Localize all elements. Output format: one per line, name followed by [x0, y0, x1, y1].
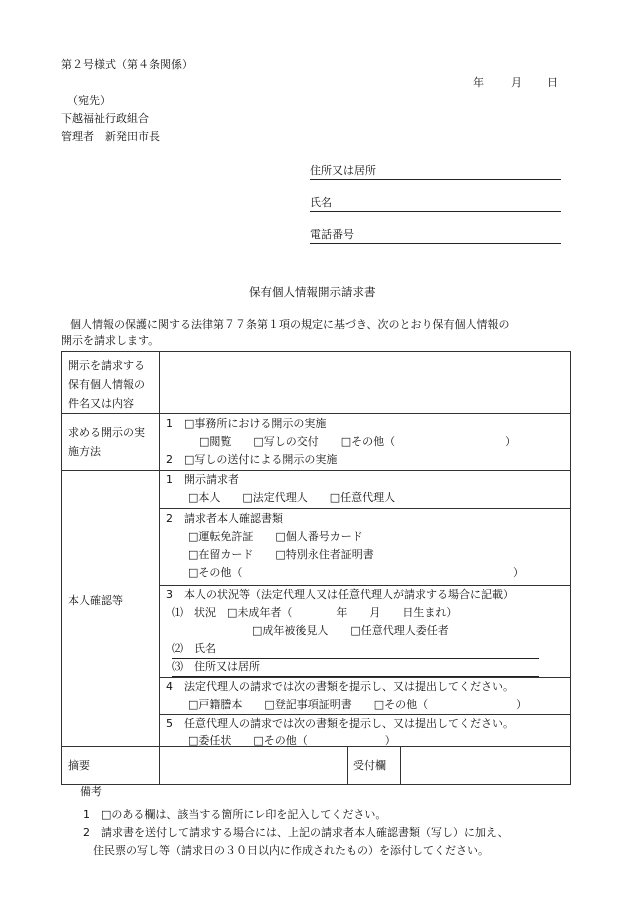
date-year: 年: [473, 76, 484, 89]
person-address-label: ⑶ 住所又は居所: [172, 660, 260, 673]
identity-label-cell: [62, 471, 160, 747]
identity-label: 本人確認等: [68, 594, 123, 607]
id-documents-other[interactable]: □その他（: [188, 566, 243, 579]
note-1: 1 □のある欄は、該当する箇所にレ印を記入してください。: [83, 808, 387, 821]
id-documents-line-2[interactable]: □在留カード □特別永住者証明書: [188, 548, 374, 561]
receipt-label-cell: [348, 747, 401, 785]
legal-agent-docs-section: [160, 678, 570, 715]
applicant-address-field[interactable]: [310, 163, 561, 180]
legal-agent-docs-options[interactable]: □戸籍謄本 □登記事項証明書 □その他（ ）: [188, 698, 528, 711]
addressee-label: （宛先）: [67, 94, 111, 107]
requester-section: [160, 471, 570, 509]
applicant-name-label: 氏名: [310, 196, 332, 209]
request-form-table: [61, 351, 571, 785]
date-day: 日: [547, 76, 558, 89]
id-documents-title: 2 請求者本人確認書類: [166, 512, 283, 525]
date-month: 月: [511, 76, 522, 89]
receipt-input[interactable]: [401, 747, 571, 785]
note-2b: 住民票の写し等（請求日の３０日以内に作成されたもの）を添付してください。: [93, 844, 489, 857]
method-option-office-sub[interactable]: □閲覧 □写しの交付 □その他（ ）: [199, 435, 517, 448]
method-options[interactable]: [160, 414, 571, 471]
method-label: 求める開示の実施方法: [62, 414, 160, 471]
person-address-field[interactable]: [172, 660, 539, 677]
requester-title: 1 開示請求者: [166, 473, 239, 486]
person-status-section: [160, 586, 570, 678]
voluntary-agent-docs-title: 5 任意代理人の請求では次の書類を提示し、又は提出してください。: [166, 717, 514, 730]
voluntary-agent-docs-options[interactable]: □委任状 □その他（ ）: [188, 734, 396, 747]
intro-line-2: 開示を請求します。: [61, 334, 160, 347]
addressee-org: 下越福祉行政組合: [61, 112, 149, 125]
method-option-mail[interactable]: 2 □写しの送付による開示の実施: [166, 453, 338, 466]
id-documents-line-1[interactable]: □運転免許証 □個人番号カード: [188, 530, 363, 543]
applicant-phone-label: 電話番号: [310, 228, 354, 241]
form-title: 保有個人情報開示請求書: [249, 285, 376, 299]
person-status-minor[interactable]: ⑴ 状況 □未成年者（ 年 月 日生まれ）: [172, 606, 458, 619]
summary-label: 摘要: [68, 759, 90, 772]
requester-options[interactable]: □本人 □法定代理人 □任意代理人: [188, 491, 396, 504]
voluntary-agent-docs-section: [160, 715, 570, 747]
notes-title: 備考: [80, 785, 102, 798]
legal-agent-docs-title: 4 法定代理人の請求では次の書類を提示し、又は提出してください。: [166, 680, 514, 693]
applicant-name-field[interactable]: [310, 195, 561, 212]
identity-section: [160, 471, 571, 747]
intro-line-1: 個人情報の保護に関する法律第７７条第１項の規定に基づき、次のとおり保有個人情報の: [70, 318, 510, 331]
id-documents-section: [160, 509, 570, 586]
subject-label: 開示を請求する保有個人情報の件名又は内容: [62, 352, 160, 414]
summary-input[interactable]: [160, 747, 348, 785]
person-status-title: 3 本人の状況等（法定代理人又は任意代理人が請求する場合に記載）: [166, 588, 514, 601]
method-option-office[interactable]: 1 □事務所における開示の実施: [166, 417, 327, 430]
addressee-admin: 管理者 新発田市長: [61, 130, 160, 143]
subject-input[interactable]: [160, 352, 571, 414]
person-name-field[interactable]: [172, 642, 539, 659]
summary-label-cell: [62, 747, 160, 785]
note-2a: 2 請求書を送付して請求する場合には、上記の請求者本人確認書類（写し）に加え、: [83, 826, 509, 839]
receipt-label: 受付欄: [353, 759, 386, 772]
form-number: 第２号様式（第４条関係）: [61, 58, 193, 71]
applicant-phone-field[interactable]: [310, 227, 561, 244]
person-name-label: ⑵ 氏名: [172, 642, 216, 655]
id-documents-other-close: ）: [513, 566, 524, 579]
applicant-address-label: 住所又は居所: [310, 164, 376, 177]
person-status-guardian[interactable]: □成年被後見人 □任意代理人委任者: [252, 624, 449, 637]
